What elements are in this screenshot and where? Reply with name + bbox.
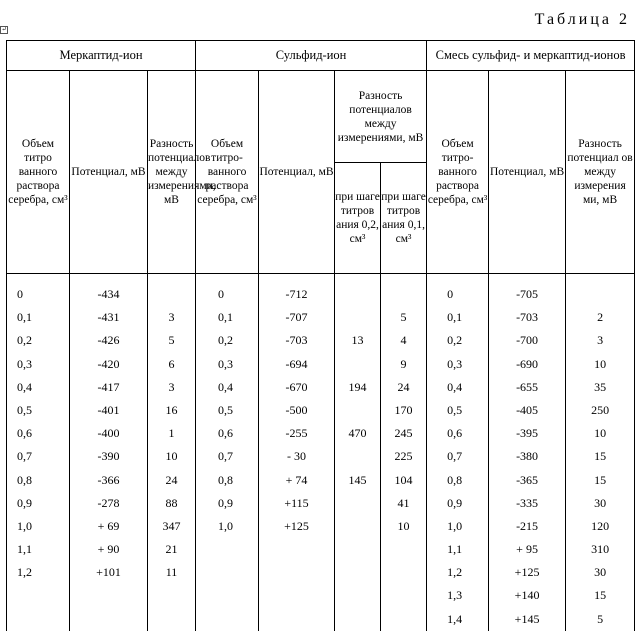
- cell-potential: -703: [516, 310, 539, 325]
- cell-volume: 1,0: [447, 518, 463, 533]
- cell-diff: 15: [594, 472, 607, 487]
- cell-diff: 35: [594, 379, 607, 394]
- cell-volume: 0,8: [17, 472, 32, 487]
- anchor-marker-icon: ↵: [1, 27, 7, 33]
- cell-volume: 1,1: [447, 542, 463, 557]
- header-mercaptide-diff: Разность потенциалов между измерениями, мВ: [148, 71, 196, 274]
- cell-diff: 310: [591, 542, 610, 557]
- cell-volume: 0,3: [218, 356, 234, 371]
- column-sulfide-potential: [259, 274, 335, 631]
- cell-potential: -365: [516, 472, 539, 487]
- cell-volume: 0: [17, 287, 23, 301]
- cell-diff: 120: [591, 518, 610, 533]
- column-sulfide-volume: [196, 274, 259, 631]
- cell-diff-step01: 170: [394, 402, 413, 417]
- cell-volume: 0,7: [17, 449, 32, 464]
- cell-volume: 0,5: [218, 402, 234, 417]
- column-mercaptide-potential: [70, 274, 148, 631]
- cell-potential: -703: [285, 333, 308, 348]
- cell-diff-step02: [335, 283, 380, 306]
- cell-diff: 11: [165, 565, 178, 580]
- header-mixture-potential: Потенциал, мВ: [489, 71, 566, 274]
- cell-potential: -712: [285, 287, 308, 301]
- cell-volume: 1,2: [17, 565, 32, 580]
- cell-diff-step02: [335, 445, 380, 468]
- cell-potential: +101: [96, 565, 121, 580]
- header-sulfide-diff: Разность потенциалов между измерениями, мВ: [335, 71, 427, 163]
- cell-potential: +125: [514, 565, 540, 580]
- cell-volume: 1,2: [447, 565, 463, 580]
- cell-volume: 0,1: [17, 310, 32, 325]
- cell-potential: -215: [516, 518, 539, 533]
- cell-volume: 0,6: [447, 426, 463, 441]
- cell-diff: 3: [168, 379, 175, 394]
- cell-potential: -417: [97, 379, 120, 394]
- header-sulfide-volume: Объем титро- ванного раствора серебра, см³: [196, 71, 259, 274]
- cell-potential: -395: [516, 426, 539, 441]
- cell-diff-step01: [381, 283, 426, 306]
- cell-potential: + 74: [285, 472, 308, 487]
- cell-potential: -500: [285, 402, 308, 417]
- cell-potential: -390: [97, 449, 120, 464]
- header-mercaptide-potential: Потенциал, мВ: [70, 71, 148, 274]
- column-sulfide-diff02: [335, 274, 381, 631]
- cell-diff: 1: [168, 426, 175, 441]
- group-header-sulfide: Сульфид-ион: [196, 41, 427, 71]
- cell-diff-step02: [335, 306, 380, 329]
- header-step-02: при шаге титров ания 0,2, см³: [335, 163, 381, 274]
- cell-diff-step02: 145: [348, 472, 367, 487]
- cell-potential: -431: [97, 310, 120, 325]
- cell-potential: -707: [285, 310, 308, 325]
- cell-diff-step01: 41: [397, 495, 410, 510]
- cell-volume: 0,7: [218, 449, 234, 464]
- cell-potential: -700: [516, 333, 539, 348]
- cell-potential: -278: [97, 495, 120, 510]
- cell-volume: 0,8: [218, 472, 234, 487]
- cell-potential: -366: [97, 472, 120, 487]
- cell-volume: 1,0: [218, 518, 234, 533]
- cell-diff: [566, 283, 634, 306]
- cell-volume: 0,1: [218, 310, 234, 325]
- cell-volume: 1,3: [447, 588, 463, 603]
- cell-diff-step02: [335, 353, 380, 376]
- cell-volume: 1,4: [447, 611, 463, 626]
- cell-volume: 0: [447, 287, 454, 301]
- cell-diff: 15: [594, 449, 607, 464]
- cell-volume: 0,9: [17, 495, 32, 510]
- cell-volume: 0,9: [447, 495, 463, 510]
- cell-potential: -705: [516, 287, 539, 301]
- cell-diff: 15: [594, 588, 607, 603]
- cell-diff-step01: 4: [400, 333, 407, 348]
- cell-diff: 16: [165, 402, 178, 417]
- cell-volume: 1,0: [17, 518, 32, 533]
- cell-volume: 0,5: [17, 402, 32, 417]
- cell-diff: 250: [591, 402, 610, 417]
- cell-potential: -380: [516, 449, 539, 464]
- cell-volume: 0,4: [17, 379, 32, 394]
- cell-diff: 10: [165, 449, 178, 464]
- cell-potential: -434: [97, 287, 120, 301]
- column-sulfide-diff01: [381, 274, 427, 631]
- cell-potential: -255: [285, 426, 308, 441]
- group-header-mercaptide: Меркаптид-ион: [7, 41, 196, 71]
- column-mixture-diff: [566, 274, 635, 631]
- column-mixture-volume: [427, 274, 489, 631]
- cell-volume: 0: [218, 287, 225, 301]
- cell-potential: -420: [97, 356, 120, 371]
- cell-potential: -335: [516, 495, 539, 510]
- cell-potential: +115: [284, 495, 309, 510]
- cell-potential: -400: [97, 426, 120, 441]
- cell-diff: 5: [168, 333, 175, 348]
- header-sulfide-potential: Потенциал, мВ: [259, 71, 335, 274]
- cell-volume: 0,1: [447, 310, 463, 325]
- cell-diff: 24: [165, 472, 178, 487]
- cell-diff-step01: 24: [397, 379, 410, 394]
- cell-diff-step01: 104: [394, 472, 413, 487]
- group-header-mixture: Смесь сульфид- и меркаптид-ионов: [427, 41, 635, 71]
- header-mixture-volume: Объем титро- ванного раствора серебра, см³: [427, 71, 489, 274]
- header-mercaptide-volume: Объем титро ванного раствора серебра, см³: [7, 71, 70, 274]
- cell-potential: +140: [514, 588, 540, 603]
- cell-diff-step02: 470: [348, 426, 367, 441]
- cell-potential: + 95: [516, 542, 538, 557]
- header-mixture-diff: Разность потенциал ов между измерения ми, мВ: [566, 71, 635, 274]
- cell-potential: -690: [516, 356, 539, 371]
- cell-volume: 1,1: [17, 542, 32, 557]
- cell-diff: 5: [597, 611, 604, 626]
- cell-diff: 3: [168, 310, 175, 325]
- cell-diff-step02: [335, 399, 380, 422]
- cell-volume: 0,2: [218, 333, 234, 348]
- cell-volume: 0,3: [17, 356, 32, 371]
- cell-volume: 0,3: [447, 356, 463, 371]
- cell-volume: 0,5: [447, 402, 463, 417]
- cell-diff-step02: 194: [348, 379, 367, 394]
- cell-diff-step01: 9: [400, 356, 407, 371]
- cell-potential: -405: [516, 402, 539, 417]
- column-mixture-potential: [489, 274, 566, 631]
- cell-diff-step02: 13: [351, 333, 364, 348]
- cell-diff: 3: [597, 333, 604, 348]
- header-step-01: при шаге титров ания 0,1, см³: [381, 163, 427, 274]
- cell-diff: 21: [165, 542, 178, 557]
- cell-diff-step01: 245: [394, 426, 413, 441]
- cell-diff: 88: [165, 495, 178, 510]
- cell-diff: 10: [594, 356, 607, 371]
- cell-diff: 10: [594, 426, 607, 441]
- cell-volume: 0,2: [17, 333, 32, 348]
- cell-diff-step02: [335, 515, 380, 538]
- cell-diff: 30: [594, 495, 607, 510]
- data-table: [6, 40, 635, 631]
- cell-diff: 6: [168, 356, 175, 371]
- cell-diff-step02: [335, 492, 380, 515]
- cell-diff-step01: 225: [394, 449, 413, 464]
- cell-diff: 2: [597, 310, 604, 325]
- column-mercaptide-diff: [148, 274, 196, 631]
- cell-volume: 0,6: [17, 426, 32, 441]
- cell-potential: -401: [97, 402, 120, 417]
- cell-potential: -694: [285, 356, 308, 371]
- cell-volume: 0,4: [447, 379, 463, 394]
- cell-potential: -426: [97, 333, 120, 348]
- cell-potential: -670: [285, 379, 308, 394]
- cell-diff: [148, 283, 195, 306]
- cell-diff-step01: 5: [400, 310, 407, 325]
- column-mercaptide-volume: [7, 274, 70, 631]
- cell-diff: 347: [162, 518, 181, 533]
- cell-diff: 30: [594, 565, 607, 580]
- cell-diff-step01: 10: [397, 518, 410, 533]
- cell-potential: + 69: [97, 518, 120, 533]
- cell-volume: 0,4: [218, 379, 234, 394]
- cell-potential: -655: [516, 379, 539, 394]
- cell-potential: +145: [514, 611, 540, 626]
- cell-volume: 0,8: [447, 472, 463, 487]
- cell-volume: 0,7: [447, 449, 463, 464]
- cell-potential: + 90: [97, 542, 120, 557]
- cell-volume: 0,9: [218, 495, 234, 510]
- table-caption: Таблица 2: [534, 11, 630, 28]
- cell-potential: +125: [284, 518, 309, 533]
- cell-volume: 0,6: [218, 426, 234, 441]
- cell-potential: - 30: [287, 449, 307, 464]
- cell-volume: 0,2: [447, 333, 463, 348]
